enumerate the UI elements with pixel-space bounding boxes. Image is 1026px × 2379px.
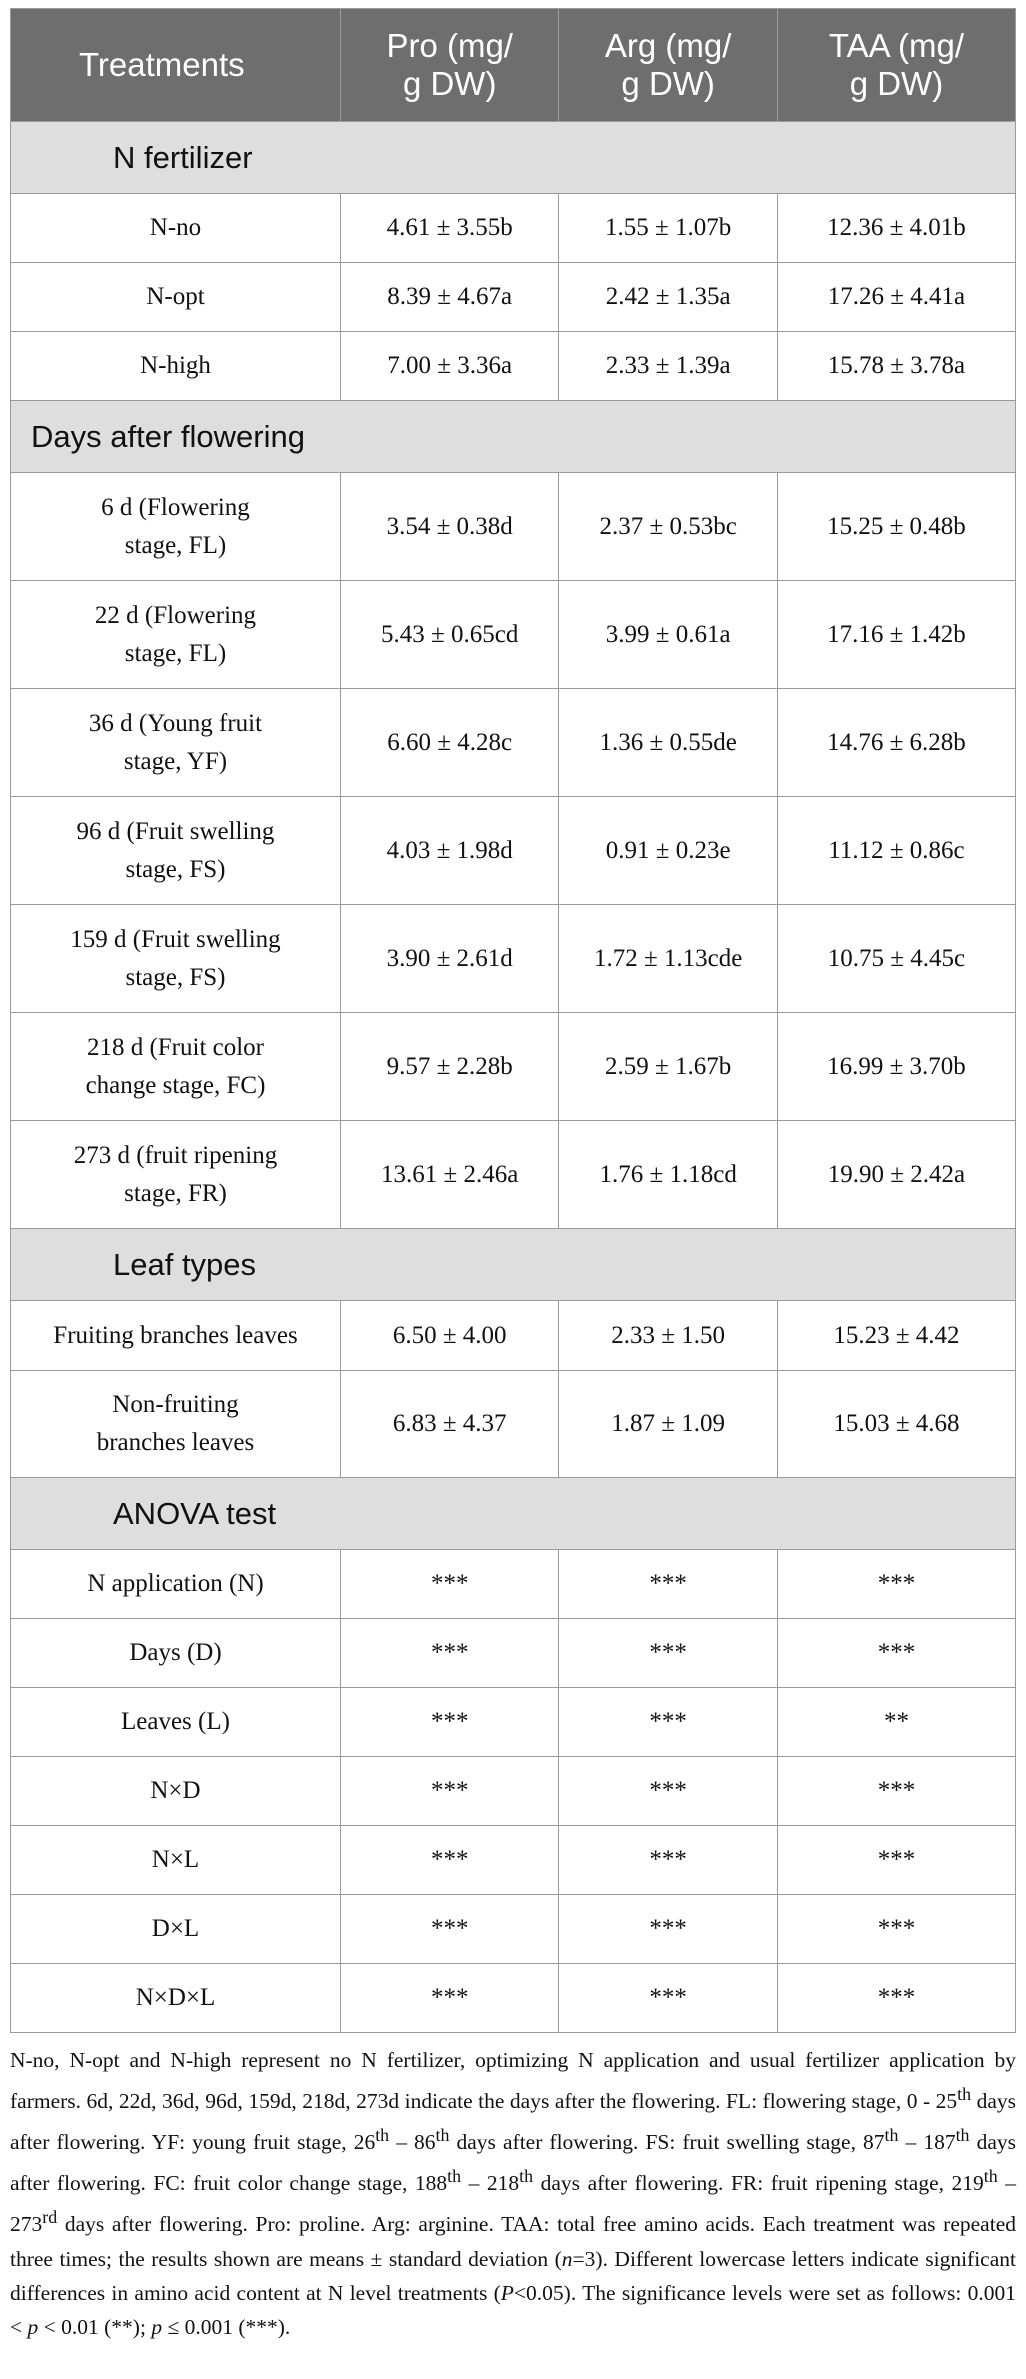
taa-value: ** — [777, 1688, 1015, 1757]
pro-value: *** — [340, 1895, 558, 1964]
footnote-text: days after flowering. FC: fruit color change stage, 188 — [10, 2130, 1016, 2196]
arg-value: 3.99 ± 0.61a — [559, 581, 777, 689]
arg-value: 1.36 ± 0.55de — [559, 689, 777, 797]
footnote-text: days after flowering. FS: fruit swelling stage, 87 — [449, 2130, 885, 2155]
arg-value: *** — [559, 1550, 777, 1619]
section-title: N fertilizer — [11, 122, 1016, 194]
taa-value: 15.03 ± 4.68 — [777, 1371, 1015, 1478]
footnote-text: ≤ 0.001 (***). — [162, 2314, 291, 2339]
table-row — [11, 1301, 1016, 1371]
taa-value: *** — [777, 1895, 1015, 1964]
taa-value: *** — [777, 1826, 1015, 1895]
arg-value: 1.72 ± 1.13cde — [559, 905, 777, 1013]
table-row — [11, 581, 1016, 689]
table-row — [11, 194, 1016, 263]
pro-value: 3.90 ± 2.61d — [340, 905, 558, 1013]
table-row — [11, 689, 1016, 797]
pro-value: 3.54 ± 0.38d — [340, 473, 558, 581]
treatment-label-text: 6 d (Flowering stage, FL) — [101, 493, 250, 559]
table-footnote — [10, 2043, 1016, 2344]
section-title: Leaf types — [11, 1229, 1016, 1301]
taa-value: 15.25 ± 0.48b — [777, 473, 1015, 581]
taa-value: 15.78 ± 3.78a — [777, 332, 1015, 401]
treatment-label-text: 159 d (Fruit swelling stage, FS) — [70, 925, 281, 991]
pro-value: 6.83 ± 4.37 — [340, 1371, 558, 1478]
treatment-label: D×L — [11, 1895, 341, 1964]
footnote-superscript: th — [983, 2166, 998, 2187]
footnote-superscript: th — [435, 2125, 450, 2146]
footnote-text: days after flowering. FR: fruit ripening stage, 219 — [533, 2171, 984, 2196]
treatment-label — [11, 689, 341, 797]
arg-value: 2.59 ± 1.67b — [559, 1013, 777, 1121]
arg-value: 1.87 ± 1.09 — [559, 1371, 777, 1478]
footnote-text: – 273 — [10, 2171, 1017, 2237]
table-row — [11, 905, 1016, 1013]
treatment-label — [11, 797, 341, 905]
pro-value: *** — [340, 1757, 558, 1826]
footnote-superscript: th — [957, 2084, 972, 2104]
table-row — [11, 1550, 1016, 1619]
section-row — [11, 1229, 1016, 1301]
footnote-text: days after flowering. YF: young fruit stage, 26 — [10, 2089, 1016, 2155]
header-pro — [340, 9, 558, 122]
pro-value: *** — [340, 1688, 558, 1757]
footnote-superscript: rd — [42, 2207, 58, 2228]
pro-value: 5.43 ± 0.65cd — [340, 581, 558, 689]
treatment-label: N×L — [11, 1826, 341, 1895]
treatment-label — [11, 905, 341, 1013]
pro-value: 13.61 ± 2.46a — [340, 1121, 558, 1229]
table-row — [11, 332, 1016, 401]
footnote-text: < 0.01 (**); — [38, 2314, 152, 2339]
table-row — [11, 1757, 1016, 1826]
header-row — [11, 9, 1016, 122]
arg-value: 2.37 ± 0.53bc — [559, 473, 777, 581]
section-row — [11, 122, 1016, 194]
taa-value: *** — [777, 1757, 1015, 1826]
pro-value: 9.57 ± 2.28b — [340, 1013, 558, 1121]
footnote-italic: p — [27, 2314, 39, 2339]
header-taa — [777, 9, 1015, 122]
taa-value: 14.76 ± 6.28b — [777, 689, 1015, 797]
taa-value: 19.90 ± 2.42a — [777, 1121, 1015, 1229]
taa-value: 17.26 ± 4.41a — [777, 263, 1015, 332]
pro-value: 8.39 ± 4.67a — [340, 263, 558, 332]
taa-value: 11.12 ± 0.86c — [777, 797, 1015, 905]
arg-value: *** — [559, 1964, 777, 2033]
table-container — [10, 8, 1016, 2344]
table-row — [11, 263, 1016, 332]
treatment-label: Fruiting branches leaves — [11, 1301, 341, 1371]
pro-value: *** — [340, 1826, 558, 1895]
treatment-label — [11, 1371, 341, 1478]
treatment-label: N-high — [11, 332, 341, 401]
arg-value: 2.33 ± 1.39a — [559, 332, 777, 401]
taa-value: 15.23 ± 4.42 — [777, 1301, 1015, 1371]
treatment-label — [11, 473, 341, 581]
pro-value: *** — [340, 1550, 558, 1619]
treatment-label-text: 22 d (Flowering stage, FL) — [94, 601, 257, 667]
treatment-label — [11, 1013, 341, 1121]
section-row — [11, 1478, 1016, 1550]
arg-value: 0.91 ± 0.23e — [559, 797, 777, 905]
footnote-superscript: th — [955, 2125, 970, 2146]
taa-value: 16.99 ± 3.70b — [777, 1013, 1015, 1121]
treatment-label-text: 96 d (Fruit swelling stage, FS) — [76, 817, 275, 883]
arg-value: *** — [559, 1688, 777, 1757]
arg-value: 2.42 ± 1.35a — [559, 263, 777, 332]
footnote-text: days after flowering. Pro: proline. Arg: arginine. TAA: total free amino acids. Each treatment was repeated three times; the results shown are means ± standard deviation ( — [10, 2212, 1016, 2271]
arg-value: 1.76 ± 1.18cd — [559, 1121, 777, 1229]
arg-value: *** — [559, 1619, 777, 1688]
taa-value: 17.16 ± 1.42b — [777, 581, 1015, 689]
footnote-superscript: th — [519, 2166, 534, 2187]
header-treatments: Treatments — [11, 9, 341, 122]
header-taa-text: TAA (mg/ g DW) — [828, 27, 964, 102]
taa-value: *** — [777, 1619, 1015, 1688]
section-title: ANOVA test — [11, 1478, 1016, 1550]
footnote-text: <0.05). The significance levels were set as follows: 0.001 < — [10, 2280, 1016, 2339]
footnote-superscript: th — [884, 2125, 899, 2146]
taa-value: *** — [777, 1964, 1015, 2033]
arg-value: 2.33 ± 1.50 — [559, 1301, 777, 1371]
amino-acid-table — [10, 8, 1016, 2033]
footnote-italic: n — [561, 2246, 573, 2271]
treatment-label: N-opt — [11, 263, 341, 332]
table-row — [11, 1964, 1016, 2033]
pro-value: *** — [340, 1619, 558, 1688]
pro-value: *** — [340, 1964, 558, 2033]
treatment-label-text: 36 d (Young fruit stage, YF) — [88, 709, 263, 775]
table-row — [11, 1013, 1016, 1121]
taa-value: 10.75 ± 4.45c — [777, 905, 1015, 1013]
footnote-text: =3). Different lowercase letters indicate significant differences in amino acid content at N level treatments ( — [10, 2246, 1016, 2305]
treatment-label: Days (D) — [11, 1619, 341, 1688]
table-row — [11, 473, 1016, 581]
pro-value: 7.00 ± 3.36a — [340, 332, 558, 401]
treatment-label — [11, 581, 341, 689]
pro-value: 4.61 ± 3.55b — [340, 194, 558, 263]
footnote-text: – 218 — [461, 2171, 520, 2196]
arg-value: *** — [559, 1895, 777, 1964]
taa-value: *** — [777, 1550, 1015, 1619]
table-row — [11, 1121, 1016, 1229]
treatment-label: Leaves (L) — [11, 1688, 341, 1757]
footnote-text: N-no, N-opt and N-high represent no N fertilizer, optimizing N application and usual fertilizer application by farmers. 6d, 22d, 36d, 96d, 159d, 218d, 273d indicate the days after the flowering. FL: flowering stage, 0 - 25 — [10, 2048, 1016, 2114]
treatment-label — [11, 1121, 341, 1229]
arg-value: *** — [559, 1757, 777, 1826]
section-title: Days after flowering — [11, 401, 1016, 473]
treatment-label-text: 273 d (fruit ripening stage, FR) — [73, 1141, 278, 1207]
footnote-italic: P — [500, 2280, 514, 2305]
treatment-label: N×D — [11, 1757, 341, 1826]
table-row — [11, 1826, 1016, 1895]
pro-value: 6.50 ± 4.00 — [340, 1301, 558, 1371]
footnote-superscript: th — [447, 2166, 462, 2187]
treatment-label: N application (N) — [11, 1550, 341, 1619]
arg-value: 1.55 ± 1.07b — [559, 194, 777, 263]
table-row — [11, 797, 1016, 905]
taa-value: 12.36 ± 4.01b — [777, 194, 1015, 263]
header-arg — [559, 9, 777, 122]
table-row — [11, 1619, 1016, 1688]
footnote-text: – 86 — [389, 2130, 436, 2155]
footnote-superscript: th — [375, 2125, 390, 2146]
treatment-label-text: Non-fruiting branches leaves — [96, 1391, 255, 1456]
section-row — [11, 401, 1016, 473]
arg-value: *** — [559, 1826, 777, 1895]
footnote-italic: p — [151, 2314, 163, 2339]
footnote-text: – 187 — [898, 2130, 956, 2155]
pro-value: 6.60 ± 4.28c — [340, 689, 558, 797]
treatment-label: N×D×L — [11, 1964, 341, 2033]
table-row — [11, 1895, 1016, 1964]
treatment-label: N-no — [11, 194, 341, 263]
table-row — [11, 1371, 1016, 1478]
header-arg-text: Arg (mg/ g DW) — [604, 27, 732, 102]
pro-value: 4.03 ± 1.98d — [340, 797, 558, 905]
header-pro-text: Pro (mg/ g DW) — [386, 27, 513, 102]
table-row — [11, 1688, 1016, 1757]
treatment-label-text: 218 d (Fruit color change stage, FC) — [85, 1033, 266, 1099]
